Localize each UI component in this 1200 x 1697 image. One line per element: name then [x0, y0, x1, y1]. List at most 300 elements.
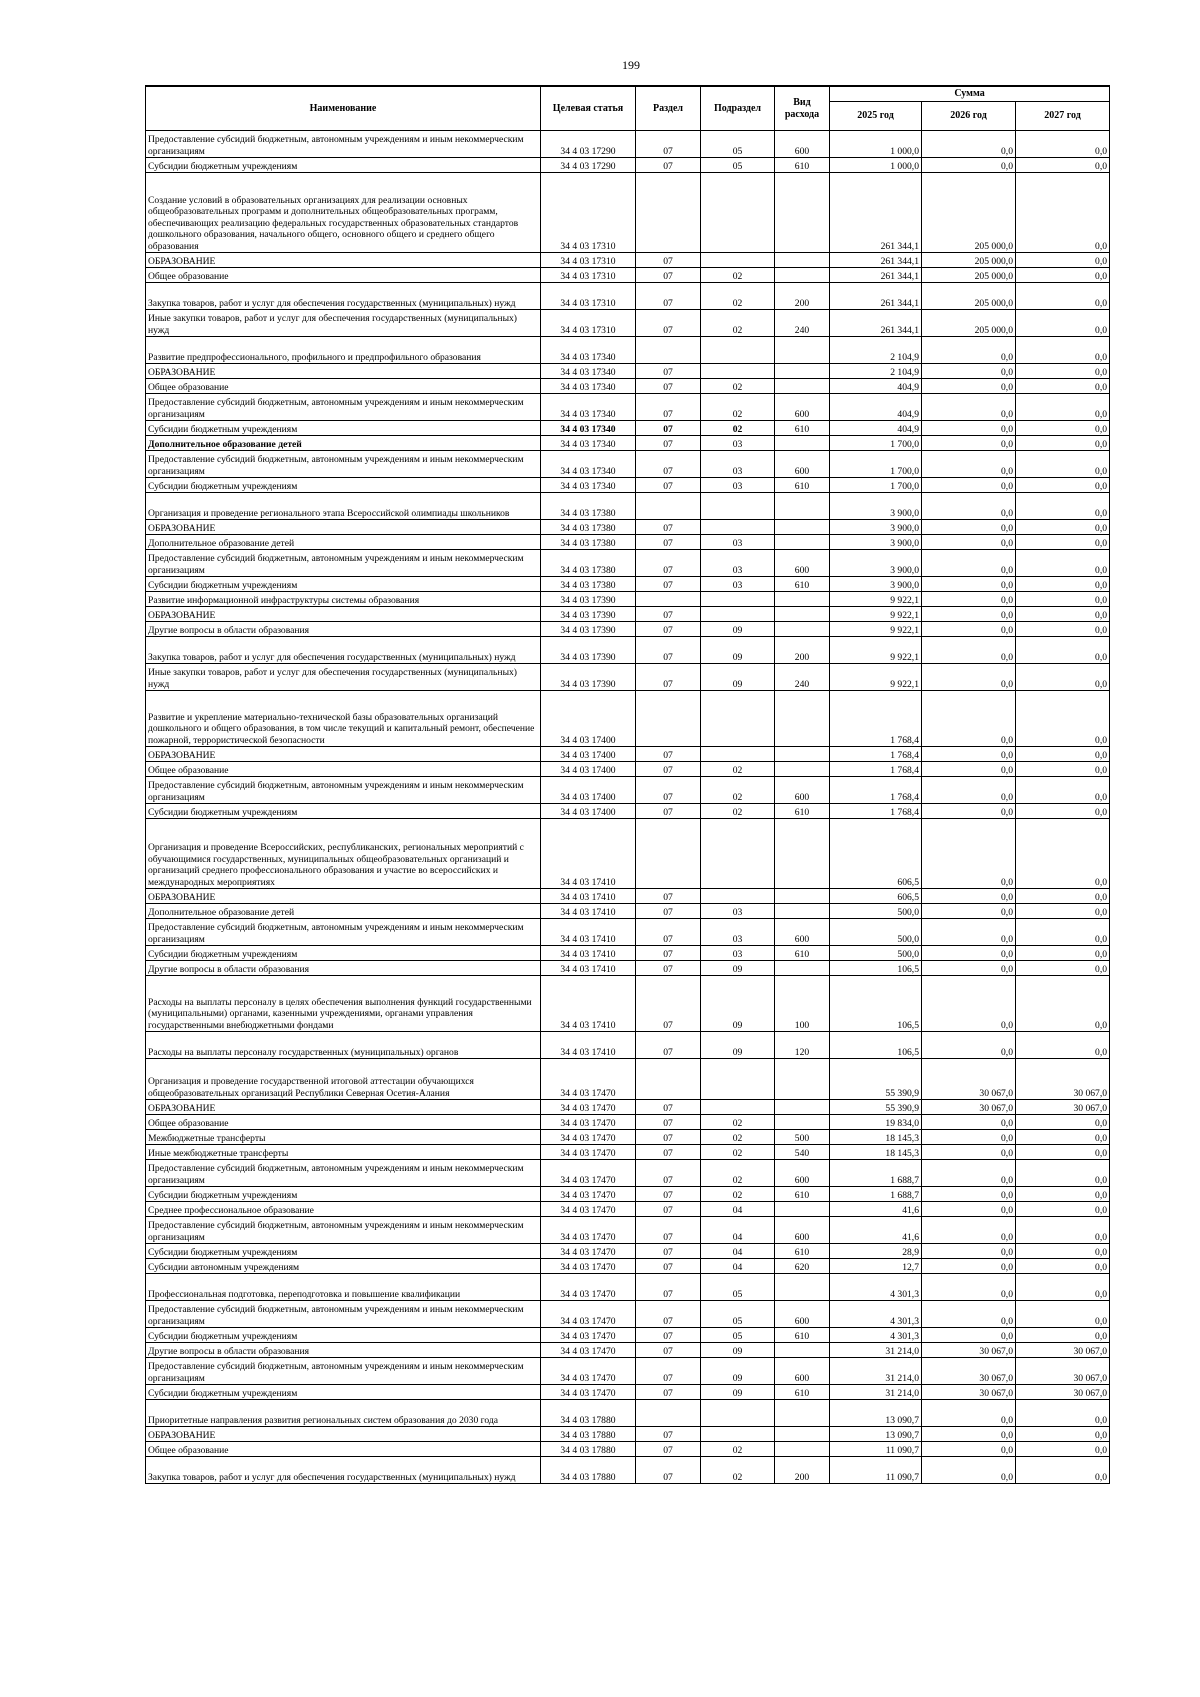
cell-subsection: 03	[701, 451, 775, 478]
table-row	[146, 535, 1110, 550]
cell-subsection: 02	[701, 421, 775, 436]
cell-2026: 205 000,0	[922, 173, 1016, 253]
cell-2026: 0,0	[922, 889, 1016, 904]
cell-target: 34 4 03 17470	[541, 1059, 636, 1100]
cell-section	[636, 337, 701, 364]
cell-2027: 0,0	[1016, 1032, 1110, 1059]
cell-subsection: 02	[701, 283, 775, 310]
cell-section: 07	[636, 904, 701, 919]
cell-2025: 106,5	[830, 976, 922, 1032]
cell-section: 07	[636, 421, 701, 436]
cell-2026: 0,0	[922, 1274, 1016, 1301]
cell-subsection: 02	[701, 1160, 775, 1187]
cell-2026: 0,0	[922, 1427, 1016, 1442]
cell-subsection	[701, 253, 775, 268]
cell-subsection	[701, 607, 775, 622]
cell-2026: 0,0	[922, 664, 1016, 691]
cell-name: Общее образование	[146, 379, 541, 394]
cell-target: 34 4 03 17470	[541, 1145, 636, 1160]
cell-2026: 30 067,0	[922, 1385, 1016, 1400]
table-row	[146, 889, 1110, 904]
cell-subsection: 03	[701, 535, 775, 550]
cell-section: 07	[636, 1217, 701, 1244]
cell-2026: 0,0	[922, 379, 1016, 394]
cell-expense-type: 600	[775, 550, 830, 577]
cell-subsection: 04	[701, 1259, 775, 1274]
cell-expense-type	[775, 889, 830, 904]
cell-subsection	[701, 592, 775, 607]
cell-2027: 0,0	[1016, 1457, 1110, 1484]
cell-2027: 0,0	[1016, 1244, 1110, 1259]
cell-2026: 0,0	[922, 520, 1016, 535]
cell-2026: 30 067,0	[922, 1343, 1016, 1358]
cell-target: 34 4 03 17310	[541, 173, 636, 253]
cell-target: 34 4 03 17340	[541, 451, 636, 478]
cell-2027: 0,0	[1016, 577, 1110, 592]
cell-2027: 0,0	[1016, 622, 1110, 637]
cell-name: ОБРАЗОВАНИЕ	[146, 747, 541, 762]
cell-expense-type	[775, 1059, 830, 1100]
cell-target: 34 4 03 17380	[541, 520, 636, 535]
cell-2025: 404,9	[830, 394, 922, 421]
cell-expense-type	[775, 1100, 830, 1115]
cell-2026: 0,0	[922, 1145, 1016, 1160]
table-row	[146, 1115, 1110, 1130]
cell-2026: 0,0	[922, 904, 1016, 919]
cell-name: Расходы на выплаты персоналу государственных (муниципальных) органов	[146, 1032, 541, 1059]
cell-expense-type: 500	[775, 1130, 830, 1145]
cell-name: Расходы на выплаты персоналу в целях обеспечения выполнения функций государственными (муниципальными) органами, казенными учреждениями, органами управления государственными внебюджетными фондами	[146, 976, 541, 1032]
cell-target: 34 4 03 17390	[541, 592, 636, 607]
cell-subsection: 02	[701, 777, 775, 804]
cell-section	[636, 1059, 701, 1100]
cell-section: 07	[636, 1160, 701, 1187]
cell-2025: 404,9	[830, 379, 922, 394]
cell-expense-type: 600	[775, 1358, 830, 1385]
cell-2027: 0,0	[1016, 1259, 1110, 1274]
cell-2026: 0,0	[922, 976, 1016, 1032]
cell-2026: 0,0	[922, 131, 1016, 158]
cell-subsection: 02	[701, 1145, 775, 1160]
cell-name: ОБРАЗОВАНИЕ	[146, 1427, 541, 1442]
cell-target: 34 4 03 17470	[541, 1187, 636, 1202]
table-row	[146, 1160, 1110, 1187]
cell-subsection: 02	[701, 1187, 775, 1202]
cell-subsection	[701, 173, 775, 253]
cell-subsection	[701, 520, 775, 535]
cell-target: 34 4 03 17410	[541, 919, 636, 946]
cell-expense-type: 600	[775, 394, 830, 421]
cell-expense-type	[775, 520, 830, 535]
cell-subsection: 02	[701, 1130, 775, 1145]
cell-section: 07	[636, 1187, 701, 1202]
cell-name: Межбюджетные трансферты	[146, 1130, 541, 1145]
cell-subsection: 02	[701, 804, 775, 819]
cell-expense-type	[775, 173, 830, 253]
cell-section: 07	[636, 253, 701, 268]
table-row	[146, 1442, 1110, 1457]
cell-section: 07	[636, 1274, 701, 1301]
cell-section: 07	[636, 607, 701, 622]
cell-subsection	[701, 364, 775, 379]
cell-target: 34 4 03 17310	[541, 253, 636, 268]
cell-subsection: 03	[701, 550, 775, 577]
cell-2027: 0,0	[1016, 819, 1110, 889]
cell-2027: 0,0	[1016, 1187, 1110, 1202]
cell-2026: 0,0	[922, 478, 1016, 493]
cell-name: Закупка товаров, работ и услуг для обеспечения государственных (муниципальных) нужд	[146, 1457, 541, 1484]
cell-2026: 0,0	[922, 961, 1016, 976]
cell-2025: 2 104,9	[830, 337, 922, 364]
table-row	[146, 1400, 1110, 1427]
table-row	[146, 394, 1110, 421]
table-row	[146, 762, 1110, 777]
cell-section: 07	[636, 1442, 701, 1457]
cell-2026: 205 000,0	[922, 310, 1016, 337]
cell-2025: 18 145,3	[830, 1130, 922, 1145]
table-row	[146, 777, 1110, 804]
cell-section: 07	[636, 478, 701, 493]
cell-2027: 0,0	[1016, 550, 1110, 577]
cell-expense-type: 240	[775, 664, 830, 691]
cell-2026: 0,0	[922, 1328, 1016, 1343]
cell-2026: 0,0	[922, 946, 1016, 961]
cell-2025: 1 700,0	[830, 478, 922, 493]
cell-name: Организация и проведение регионального этапа Всероссийской олимпиады школьников	[146, 493, 541, 520]
cell-name: Субсидии бюджетным учреждениям	[146, 158, 541, 173]
cell-subsection: 09	[701, 1343, 775, 1358]
cell-2027: 0,0	[1016, 747, 1110, 762]
cell-2026: 0,0	[922, 762, 1016, 777]
cell-expense-type: 600	[775, 1160, 830, 1187]
table-row	[146, 268, 1110, 283]
table-row	[146, 478, 1110, 493]
cell-name: Развитие и укрепление материально-технической базы образовательных организаций дошкольного и общего образования, в том числе текущий и капитальный ремонт, обеспечение пожарной, террористической безопасности	[146, 691, 541, 747]
cell-name: Среднее профессиональное образование	[146, 1202, 541, 1217]
table-row	[146, 283, 1110, 310]
cell-2027: 0,0	[1016, 1130, 1110, 1145]
cell-expense-type	[775, 607, 830, 622]
cell-expense-type	[775, 1343, 830, 1358]
cell-name: ОБРАЗОВАНИЕ	[146, 253, 541, 268]
table-row	[146, 1358, 1110, 1385]
cell-2025: 261 344,1	[830, 173, 922, 253]
table-row	[146, 1457, 1110, 1484]
cell-subsection: 04	[701, 1202, 775, 1217]
cell-target: 34 4 03 17470	[541, 1115, 636, 1130]
cell-2025: 9 922,1	[830, 607, 922, 622]
cell-2026: 0,0	[922, 919, 1016, 946]
cell-2025: 9 922,1	[830, 622, 922, 637]
cell-name: Развитие информационной инфраструктуры системы образования	[146, 592, 541, 607]
cell-target: 34 4 03 17470	[541, 1385, 636, 1400]
cell-2027: 0,0	[1016, 283, 1110, 310]
cell-subsection: 02	[701, 1115, 775, 1130]
cell-2025: 3 900,0	[830, 493, 922, 520]
cell-section: 07	[636, 310, 701, 337]
cell-2025: 31 214,0	[830, 1385, 922, 1400]
cell-2025: 9 922,1	[830, 637, 922, 664]
cell-2025: 106,5	[830, 1032, 922, 1059]
header-subsection: Подраздел	[701, 86, 775, 131]
table-row	[146, 337, 1110, 364]
cell-2027: 0,0	[1016, 889, 1110, 904]
cell-name: Дополнительное образование детей	[146, 436, 541, 451]
cell-subsection: 09	[701, 637, 775, 664]
cell-section	[636, 819, 701, 889]
cell-name: Приоритетные направления развития региональных систем образования до 2030 года	[146, 1400, 541, 1427]
cell-section: 07	[636, 1427, 701, 1442]
cell-name: Создание условий в образовательных организациях для реализации основных общеобразовательных программ и дополнительных общеобразовательных программ, обеспечивающих реализацию федеральных государственных образовательных стандартов дошкольного образования, начального общего, основного общего и среднего общего образования	[146, 173, 541, 253]
cell-expense-type	[775, 436, 830, 451]
cell-2026: 205 000,0	[922, 253, 1016, 268]
cell-expense-type: 240	[775, 310, 830, 337]
table-row	[146, 1187, 1110, 1202]
cell-subsection: 02	[701, 762, 775, 777]
cell-2025: 55 390,9	[830, 1059, 922, 1100]
cell-target: 34 4 03 17340	[541, 421, 636, 436]
cell-subsection: 03	[701, 946, 775, 961]
cell-2026: 0,0	[922, 1457, 1016, 1484]
cell-2027: 0,0	[1016, 253, 1110, 268]
table-row	[146, 253, 1110, 268]
table-row	[146, 1244, 1110, 1259]
table-row	[146, 607, 1110, 622]
cell-section: 07	[636, 919, 701, 946]
cell-section: 07	[636, 747, 701, 762]
cell-subsection: 04	[701, 1244, 775, 1259]
cell-section: 07	[636, 364, 701, 379]
cell-2026: 0,0	[922, 747, 1016, 762]
cell-name: Субсидии бюджетным учреждениям	[146, 1244, 541, 1259]
cell-name: Предоставление субсидий бюджетным, автономным учреждениям и иным некоммерческим организациям	[146, 919, 541, 946]
cell-2025: 4 301,3	[830, 1274, 922, 1301]
cell-subsection: 02	[701, 394, 775, 421]
cell-section: 07	[636, 1100, 701, 1115]
cell-name: Предоставление субсидий бюджетным, автономным учреждениям и иным некоммерческим организациям	[146, 1160, 541, 1187]
cell-2027: 0,0	[1016, 421, 1110, 436]
cell-target: 34 4 03 17880	[541, 1457, 636, 1484]
cell-2027: 0,0	[1016, 1274, 1110, 1301]
cell-2027: 0,0	[1016, 1160, 1110, 1187]
cell-2025: 11 090,7	[830, 1457, 922, 1484]
cell-name: Общее образование	[146, 268, 541, 283]
cell-2027: 0,0	[1016, 919, 1110, 946]
table-row	[146, 592, 1110, 607]
cell-subsection	[701, 493, 775, 520]
cell-2027: 0,0	[1016, 436, 1110, 451]
cell-subsection: 05	[701, 158, 775, 173]
cell-2027: 0,0	[1016, 1442, 1110, 1457]
cell-2026: 0,0	[922, 1115, 1016, 1130]
cell-name: Другие вопросы в области образования	[146, 961, 541, 976]
cell-2025: 2 104,9	[830, 364, 922, 379]
cell-2026: 0,0	[922, 804, 1016, 819]
cell-2025: 4 301,3	[830, 1301, 922, 1328]
cell-name: Другие вопросы в области образования	[146, 1343, 541, 1358]
cell-2025: 3 900,0	[830, 535, 922, 550]
cell-target: 34 4 03 17470	[541, 1328, 636, 1343]
cell-2025: 1 000,0	[830, 131, 922, 158]
table-row	[146, 158, 1110, 173]
cell-subsection: 02	[701, 1457, 775, 1484]
cell-2025: 261 344,1	[830, 310, 922, 337]
cell-name: Предоставление субсидий бюджетным, автономным учреждениям и иным некоммерческим организациям	[146, 550, 541, 577]
cell-2025: 606,5	[830, 819, 922, 889]
table-row	[146, 1301, 1110, 1328]
cell-subsection: 02	[701, 1442, 775, 1457]
cell-section: 07	[636, 976, 701, 1032]
cell-target: 34 4 03 17290	[541, 158, 636, 173]
cell-2026: 0,0	[922, 1244, 1016, 1259]
table-row	[146, 520, 1110, 535]
cell-2026: 205 000,0	[922, 268, 1016, 283]
cell-subsection: 03	[701, 904, 775, 919]
cell-target: 34 4 03 17340	[541, 436, 636, 451]
cell-subsection: 09	[701, 1032, 775, 1059]
cell-section: 07	[636, 1343, 701, 1358]
cell-2025: 1 768,4	[830, 804, 922, 819]
cell-2025: 9 922,1	[830, 592, 922, 607]
cell-2027: 0,0	[1016, 804, 1110, 819]
cell-target: 34 4 03 17400	[541, 804, 636, 819]
table-row	[146, 1328, 1110, 1343]
cell-section: 07	[636, 577, 701, 592]
table-row	[146, 1100, 1110, 1115]
cell-target: 34 4 03 17400	[541, 777, 636, 804]
cell-expense-type	[775, 1442, 830, 1457]
cell-target: 34 4 03 17340	[541, 364, 636, 379]
cell-name: Предоставление субсидий бюджетным, автономным учреждениям и иным некоммерческим организациям	[146, 394, 541, 421]
cell-2026: 0,0	[922, 622, 1016, 637]
cell-subsection	[701, 337, 775, 364]
cell-section: 07	[636, 1457, 701, 1484]
cell-2027: 0,0	[1016, 1217, 1110, 1244]
cell-2025: 41,6	[830, 1202, 922, 1217]
cell-name: Предоставление субсидий бюджетным, автономным учреждениям и иным некоммерческим организациям	[146, 131, 541, 158]
cell-name: Организация и проведение государственной итоговой аттестации обучающихся общеобразовательных организаций Республики Северная Осетия-Алания	[146, 1059, 541, 1100]
cell-2026: 0,0	[922, 436, 1016, 451]
cell-expense-type: 600	[775, 1217, 830, 1244]
cell-2025: 1 768,4	[830, 691, 922, 747]
cell-section	[636, 493, 701, 520]
cell-expense-type	[775, 253, 830, 268]
page-number: 199	[622, 58, 640, 72]
cell-target: 34 4 03 17340	[541, 478, 636, 493]
cell-expense-type: 600	[775, 451, 830, 478]
cell-section	[636, 1400, 701, 1427]
cell-expense-type	[775, 622, 830, 637]
cell-2027: 0,0	[1016, 173, 1110, 253]
cell-target: 34 4 03 17470	[541, 1202, 636, 1217]
cell-2027: 30 067,0	[1016, 1100, 1110, 1115]
cell-2027: 0,0	[1016, 131, 1110, 158]
cell-2025: 3 900,0	[830, 520, 922, 535]
table-header	[146, 86, 1110, 131]
cell-2027: 0,0	[1016, 1328, 1110, 1343]
cell-section: 07	[636, 946, 701, 961]
cell-name: Предоставление субсидий бюджетным, автономным учреждениям и иным некоммерческим организациям	[146, 1301, 541, 1328]
cell-2027: 0,0	[1016, 592, 1110, 607]
table-row	[146, 946, 1110, 961]
cell-2026: 0,0	[922, 394, 1016, 421]
table-row	[146, 1259, 1110, 1274]
cell-name: Развитие предпрофессионального, профильного и предпрофильного образования	[146, 337, 541, 364]
cell-expense-type: 610	[775, 1385, 830, 1400]
cell-section: 07	[636, 1244, 701, 1259]
cell-section: 07	[636, 637, 701, 664]
table-row	[146, 1032, 1110, 1059]
table-row	[146, 664, 1110, 691]
table-row	[146, 493, 1110, 520]
cell-expense-type: 600	[775, 777, 830, 804]
cell-section: 07	[636, 451, 701, 478]
cell-name: Общее образование	[146, 1442, 541, 1457]
cell-section: 07	[636, 664, 701, 691]
table-row	[146, 622, 1110, 637]
cell-section: 07	[636, 1032, 701, 1059]
header-2027: 2027 год	[1016, 102, 1110, 131]
table-row	[146, 804, 1110, 819]
cell-name: Дополнительное образование детей	[146, 904, 541, 919]
cell-target: 34 4 03 17880	[541, 1400, 636, 1427]
cell-2025: 1 700,0	[830, 436, 922, 451]
cell-expense-type: 600	[775, 919, 830, 946]
cell-target: 34 4 03 17470	[541, 1301, 636, 1328]
table-row	[146, 131, 1110, 158]
cell-target: 34 4 03 17410	[541, 961, 636, 976]
table-row	[146, 1145, 1110, 1160]
cell-2027: 30 067,0	[1016, 1059, 1110, 1100]
cell-target: 34 4 03 17390	[541, 664, 636, 691]
cell-2025: 1 768,4	[830, 762, 922, 777]
cell-name: ОБРАЗОВАНИЕ	[146, 889, 541, 904]
budget-table	[145, 85, 1110, 1484]
cell-2026: 0,0	[922, 1187, 1016, 1202]
cell-2025: 55 390,9	[830, 1100, 922, 1115]
cell-section: 07	[636, 535, 701, 550]
cell-section: 07	[636, 889, 701, 904]
table-row	[146, 577, 1110, 592]
cell-section: 07	[636, 379, 701, 394]
cell-section: 07	[636, 283, 701, 310]
cell-2027: 0,0	[1016, 946, 1110, 961]
cell-2027: 0,0	[1016, 478, 1110, 493]
cell-2026: 30 067,0	[922, 1059, 1016, 1100]
cell-section: 07	[636, 1259, 701, 1274]
cell-target: 34 4 03 17310	[541, 283, 636, 310]
cell-expense-type: 600	[775, 131, 830, 158]
cell-2025: 261 344,1	[830, 268, 922, 283]
cell-section: 07	[636, 158, 701, 173]
cell-target: 34 4 03 17880	[541, 1442, 636, 1457]
cell-2026: 0,0	[922, 819, 1016, 889]
cell-2027: 0,0	[1016, 364, 1110, 379]
cell-2026: 0,0	[922, 777, 1016, 804]
cell-target: 34 4 03 17290	[541, 131, 636, 158]
cell-target: 34 4 03 17400	[541, 691, 636, 747]
cell-name: Предоставление субсидий бюджетным, автономным учреждениям и иным некоммерческим организациям	[146, 777, 541, 804]
cell-target: 34 4 03 17340	[541, 337, 636, 364]
table-row	[146, 173, 1110, 253]
cell-target: 34 4 03 17470	[541, 1130, 636, 1145]
header-expense-type: Вид расхода	[775, 86, 830, 131]
cell-2027: 0,0	[1016, 337, 1110, 364]
table-row	[146, 637, 1110, 664]
table-row	[146, 976, 1110, 1032]
cell-target: 34 4 03 17310	[541, 310, 636, 337]
cell-name: ОБРАЗОВАНИЕ	[146, 520, 541, 535]
